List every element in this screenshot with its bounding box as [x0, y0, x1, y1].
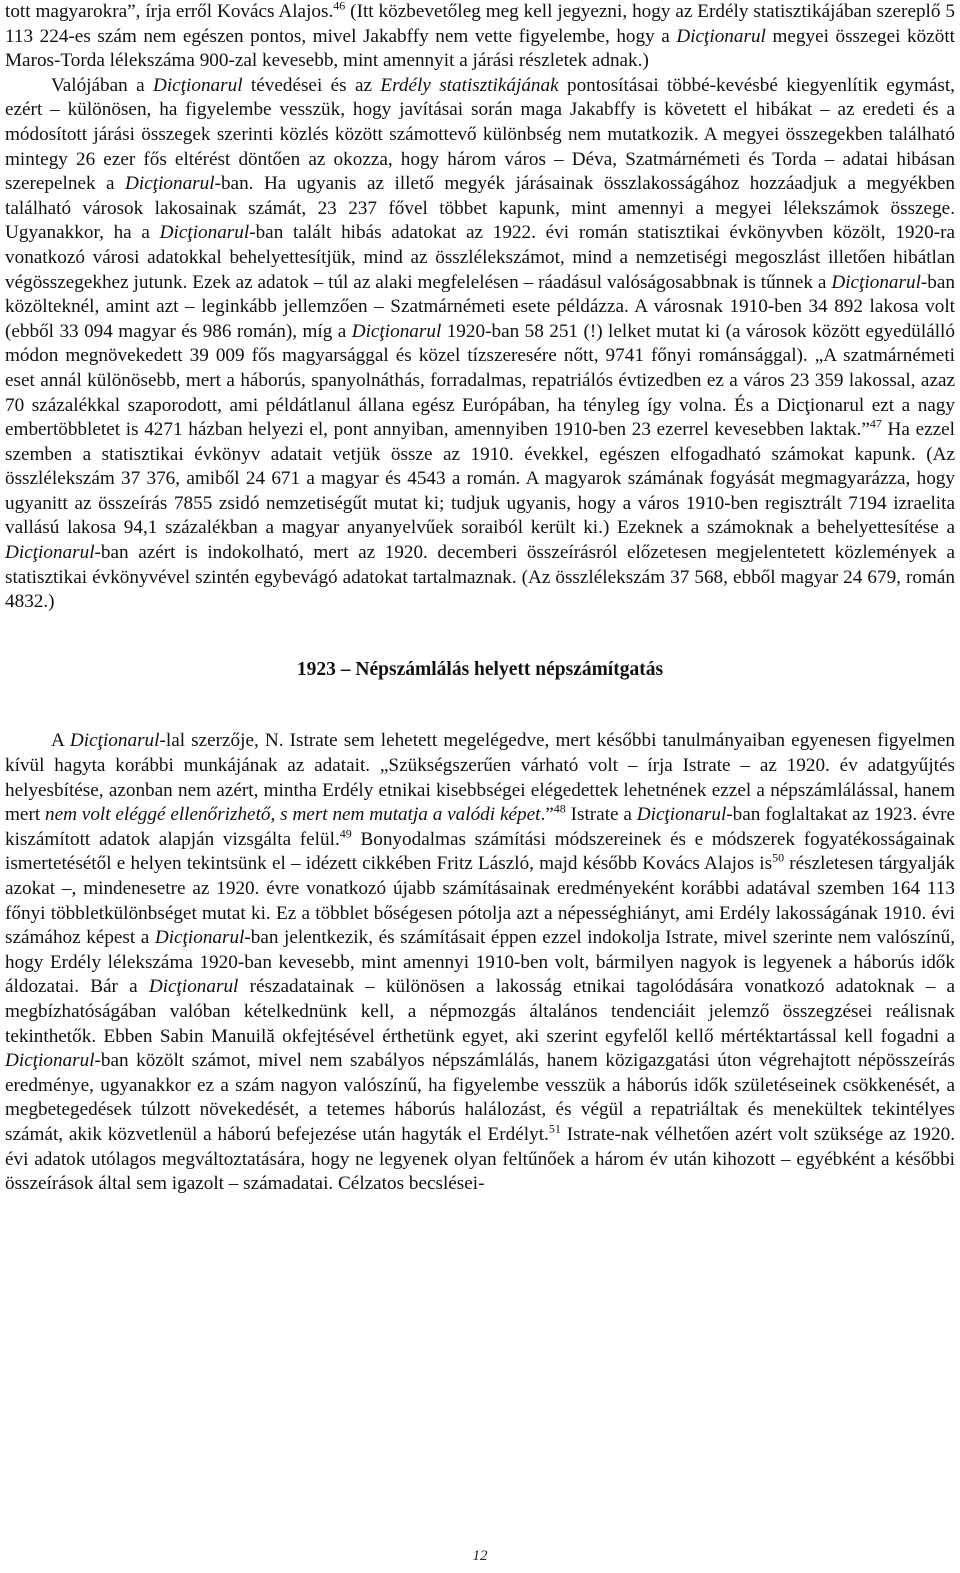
italic-run: Dicţionarul — [5, 542, 95, 564]
text-run: (Itt közbevetőleg meg kell jegyezni, hogy az Erdély statisztikájában szereplő 5 113 224-es szám nem egészen pontos, mivel Jakabffy nem vette figyelembe, hogy a — [5, 1, 955, 47]
document-page — [5, 0, 955, 1197]
text-run: -ban talált hibás adatokat az 1922. évi román statisztikai évkönyvben közölt, 1920-ra vonatkozó városi adatokkal behelyettesítjük, mind az összlélekszámot, mind a nemzetiségi megoszlást illetően hibátlan végösszegekhez jutunk. Ezek az adatok – túl az alaki megfelelésen – ráadásul valóságosabbnak is tűnnek a — [5, 222, 955, 293]
text-run: megyei összegei között Maros-Torda lélekszáma 900-zal kevesebb, mint amennyit a járási részletek adnak.) — [5, 25, 955, 72]
text-run: Ha ezzel szemben a statisztikai évkönyv adatait vetjük össze az 1910. évekkel, egészen elfogadható számokat kapunk. (Az összlélekszám 37 376, amiből 24 671 a magyar és 4543 a román. A magyarok számának fogyását megmagyarázza, hogy ugyanitt az összeírás 7855 zsidó nemzetiségűt mutat ki; tudjuk ugyanis, hogy a város 1910-ben regisztrált 7194 izraelita vallású lakosa 94,1 százalékban a magyar anyanyelvűek soraiból került ki.) Ezeknek a számoknak a behelyettesítése a — [5, 419, 955, 539]
text-run: Istrate-nak vélhetően azért volt szüksége az 1920. évi adatok utólagos megváltoztatására, hogy ne legyenek olyan feltűnőek a három év után kihozott – egyébként a későbbi összeírások által sem igazolt – számadatai. Célzatos becslései- — [5, 1123, 955, 1195]
paragraph-2 — [5, 74, 955, 615]
italic-run: Dicţionarul — [5, 1050, 95, 1072]
text-run: pontosításai többé-kevésbé kiegyenlítik egymást, ezért – különösen, ha figyelembe vesszük, hogy javításai során maga Jakabffy is követett el hibákat – az eredeti és a módosított járási összegek szerinti közlés között számottevő különbség nem mutatkozik. A megyei összegekben található mintegy 26 ezer fős eltérést döntően az okozza, hogy három város – Déva, Szatmárnémeti és Torda – adatai hibásan szerepelnek a — [5, 74, 955, 195]
section-heading: 1923 – Népszámlálás helyett népszámítgatás — [296, 658, 664, 680]
text-run: -ban foglaltakat az 1923. évre kiszámított adatok alapján vizsgálta felül. — [5, 804, 956, 850]
text-run: részadatainak – különösen a lakosság etnikai tagolódására vonatkozó adatoknak – a megbízhatóságában valóban kételkednünk kell, a népmozgás általános tendenciáit jelemző összegzései reálisnak tekinthetők. Ebben Sabin Manuilă okfejtésével érthetünk egyet, aki szerint egyfelől kellő mértéktartással kell fogadni a — [5, 976, 955, 1047]
footnote-ref: 51 — [548, 1121, 561, 1136]
text-run: .” — [540, 804, 554, 826]
footnote-ref: 50 — [772, 851, 785, 866]
page-number: 12 — [472, 1548, 488, 1564]
italic-run: Dicţionarul — [154, 927, 245, 949]
italic-run: Dicţionarul — [159, 222, 250, 244]
text-run: -ban azért is indokolható, mert az 1920. decemberi összeírásról előzetesen megjelentetett közlemények a statisztikai évkönyvével szintén egybevágó adatokat tartalmaznak. (Az összlélekszám 37 568, ebből magyar 24 679, román 4832.) — [5, 542, 955, 613]
text-run: -ban jelentkezik, és számításait éppen ezzel indokolja Istrate, mivel szerinte nem valószínű, hogy Erdély lélekszáma 1920-ban kevesebb, mint amennyi 1910-ben volt, bármilyen nagyok is legyenek a háborús idők áldozatai. Bár a — [5, 927, 955, 998]
italic-run: Erdély statisztikájának — [380, 74, 559, 96]
italic-run: Dicţionarul — [831, 271, 921, 293]
paragraph-1 — [5, 0, 955, 74]
text-run: részletesen tárgyalják azokat –, mindenesetre az 1920. évre vonatkozó újabb számításainak eredményeként korábbi adatával szemben 164 113 főnyi többletkülönbséget mutat ki. Ez a többlet bőségesen pótolja azt a népességhiányt, ami Erdély lakosságának 1910. évi számához képest a — [5, 853, 955, 949]
text-run: tévedései és az — [242, 74, 381, 96]
text-run: A — [51, 730, 70, 752]
text-run: tott magyarokra”, írja erről Kovács Alajos. — [5, 1, 334, 22]
italic-run: Dicţionarul — [636, 804, 727, 826]
italic-run: Dicţionarul — [676, 25, 766, 47]
italic-run: nem volt eléggé ellenőrizhető, s mert nem mutatja a valódi képet — [45, 804, 541, 826]
footnote-ref: 47 — [869, 416, 882, 431]
text-run: -ban közölteknél, amint azt – leginkább jellemzően – Szatmárnémeti esete példázza. A városnak 1910-ben 34 892 lakosa volt (ebből 33 094 magyar és 986 román), míg a — [5, 271, 955, 342]
italic-run: Dicţionarul — [69, 730, 160, 752]
italic-run: Dicţionarul — [125, 173, 215, 195]
text-run: Valójában a — [51, 74, 153, 96]
footnote-ref: 48 — [553, 801, 566, 816]
italic-run: Dicţionarul — [148, 976, 239, 998]
italic-run: Dicţionarul — [152, 74, 243, 96]
text-run: Bonyodalmas számítási módszereinek és e módszerek fogyatékosságainak ismertetésétől e helyen tekintsünk el – idézett cikkében Fritz László, majd később Kovács Alajos is — [5, 828, 956, 875]
text-run: 1920-ban 58 251 (!) lelket mutat ki (a városok között egyedülálló módon megnövekedett 39 009 fős magyarsággal és közel tízszeresére nőtt, 9741 főnyi románsággal). „A szatmárnémeti eset annál különösebb, mert a háborús, spanyolnáthás, forradalmas, repatriálós évtizedben ez a város 23 359 lakossal, azaz 70 százalékkal szaporodott, ami példátlanul állana egész Európában, ha tényleg így volna. És a Dicţionarul ezt a nagy embertöbbletet is 4271 házban helyezi el, pont annyiban, amennyiben 1910-ben 23 ezerrel kevesebben laktak.” — [5, 320, 955, 441]
text-run: -ban. Ha ugyanis az illető megyék járásainak összlakosságához hozzáadjuk a megyékben található városok lakosainak számát, 23 237 fővel többet kapunk, mint amennyi a megyei lélekszámok összege. Ugyanakkor, ha a — [5, 173, 955, 244]
text-run: -ban közölt számot, mivel nem szabályos népszámlálás, hanem közigazgatási úton végrehajtott népösszeírás eredménye, ugyanakkor ez a szám nagyon valószínű, ha figyelembe vesszük a háborús idők születéseinek csökkenését, a megbetegedések túlzott növekedését, a tetemes háborús halálozást, és végül a repatriáltak és menekültek tekintélyes számát, akik közvetlenül a háború befejezése után hagyták el Erdélyt. — [5, 1050, 955, 1145]
italic-run: Dicţionarul — [351, 320, 442, 342]
paragraph-3 — [5, 729, 955, 1196]
text-run: -lal szerzője, N. Istrate sem lehetett megelégedve, mert későbbi tanulmányaiban egyenesen figyelmen kívül hagyta korábbi munkájának az adatait. „Szükségszerűen várható volt – írja Istrate – az 1920. év adatgyűjtés helyesbítése, azonban nem azért, mintha Erdély etnikai kisebbségei elégedettek lehetnének ezzel a népszámlálással, hanem mert — [5, 730, 955, 826]
footnote-ref: 49 — [339, 826, 352, 841]
text-run: Istrate a — [565, 804, 637, 826]
footnote-ref: 46 — [333, 0, 346, 13]
